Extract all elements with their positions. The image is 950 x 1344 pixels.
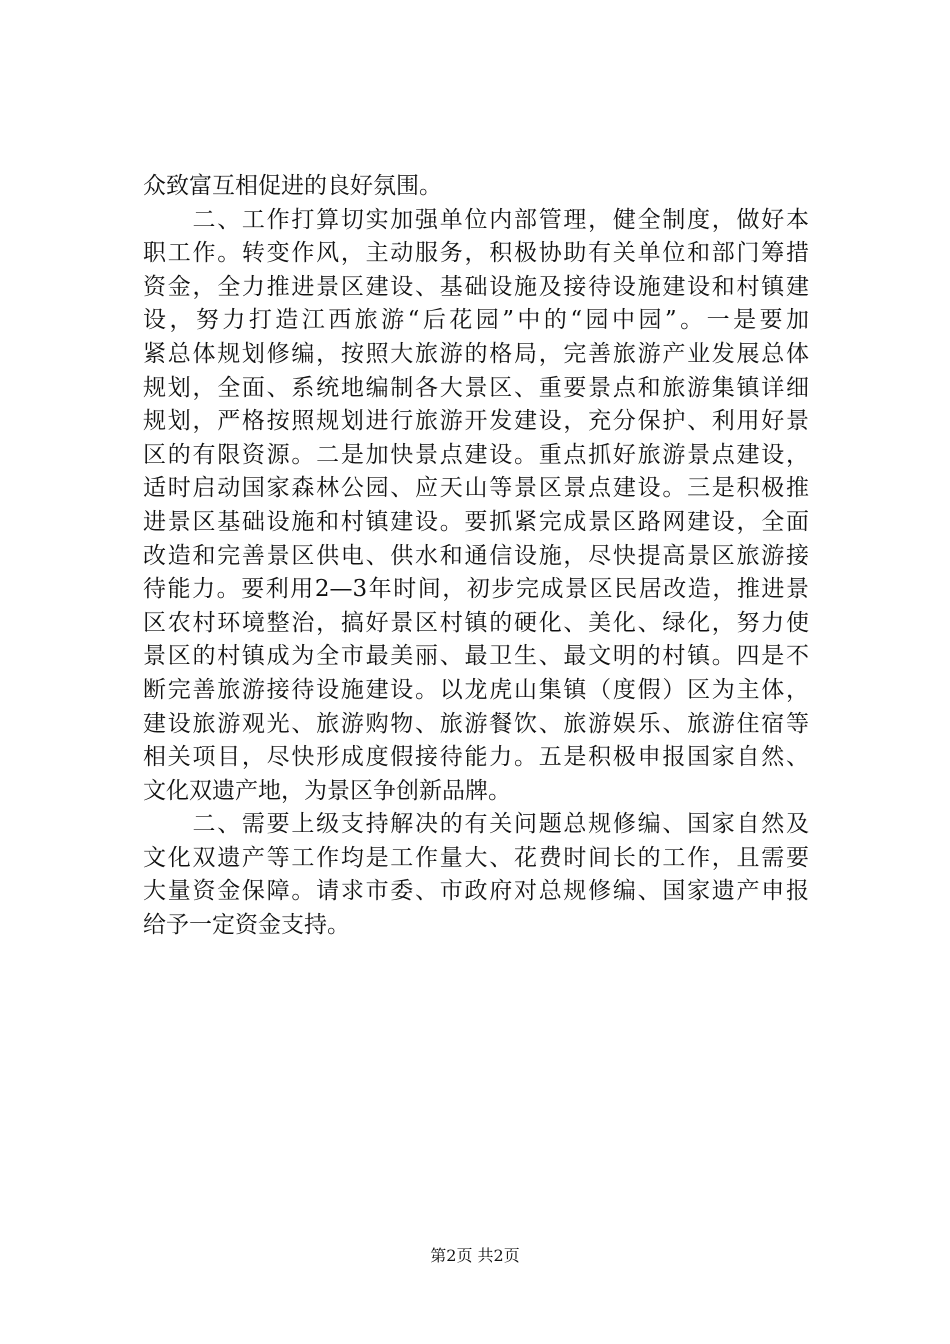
text-line: 二、需要上级支持解决的有关问题总规修编、国家自然及: [143, 811, 809, 838]
text-line: 建设旅游观光、旅游购物、旅游餐饮、旅游娱乐、旅游住宿等: [143, 710, 809, 737]
text-line: 职工作。转变作风，主动服务，积极协助有关单位和部门筹措: [143, 240, 809, 267]
text-line: 众致富互相促进的良好氛围。: [143, 173, 442, 199]
document-body: [143, 170, 809, 943]
text-line: 区的有限资源。二是加快景点建设。重点抓好旅游景点建设，: [143, 441, 809, 468]
text-line: 给予一定资金支持。: [143, 912, 350, 939]
text-line: 设，努力打造江西旅游“后花园”中的“园中园”。一是要加: [143, 307, 809, 334]
text-line: 文化双遗产地，为景区争创新品牌。: [143, 777, 511, 804]
text-line: 文化双遗产等工作均是工作量大、花费时间长的工作，且需要: [143, 844, 809, 871]
text-line: 待能力。要利用2—3年时间，初步完成景区民居改造，推进景: [143, 576, 809, 603]
text-line: 改造和完善景区供电、供水和通信设施，尽快提高景区旅游接: [143, 542, 809, 569]
text-line: 规划，全面、系统地编制各大景区、重要景点和旅游集镇详细: [143, 374, 809, 401]
text-line: 景区的村镇成为全市最美丽、最卫生、最文明的村镇。四是不: [143, 643, 809, 670]
text-line: 断完善旅游接待设施建设。以龙虎山集镇（度假）区为主体，: [143, 676, 809, 703]
text-line: 规划，严格按照规划进行旅游开发建设，充分保护、利用好景: [143, 408, 809, 435]
text-line: 进景区基础设施和村镇建设。要抓紧完成景区路网建设，全面: [143, 508, 809, 535]
text-line: 二、工作打算切实加强单位内部管理，健全制度，做好本: [143, 206, 809, 233]
page-number-footer: 第2页 共2页: [430, 1246, 520, 1265]
text-line: 资金，全力推进景区建设、基础设施及接待设施建设和村镇建: [143, 273, 809, 300]
text-line: 紧总体规划修编，按照大旅游的格局，完善旅游产业发展总体: [143, 340, 809, 367]
text-line: 大量资金保障。请求市委、市政府对总规修编、国家遗产申报: [143, 878, 809, 905]
text-line: 适时启动国家森林公园、应天山等景区景点建设。三是积极推: [143, 475, 809, 502]
text-line: 区农村环境整治，搞好景区村镇的硬化、美化、绿化，努力使: [143, 609, 809, 636]
text-line: 相关项目，尽快形成度假接待能力。五是积极申报国家自然、: [143, 744, 809, 771]
